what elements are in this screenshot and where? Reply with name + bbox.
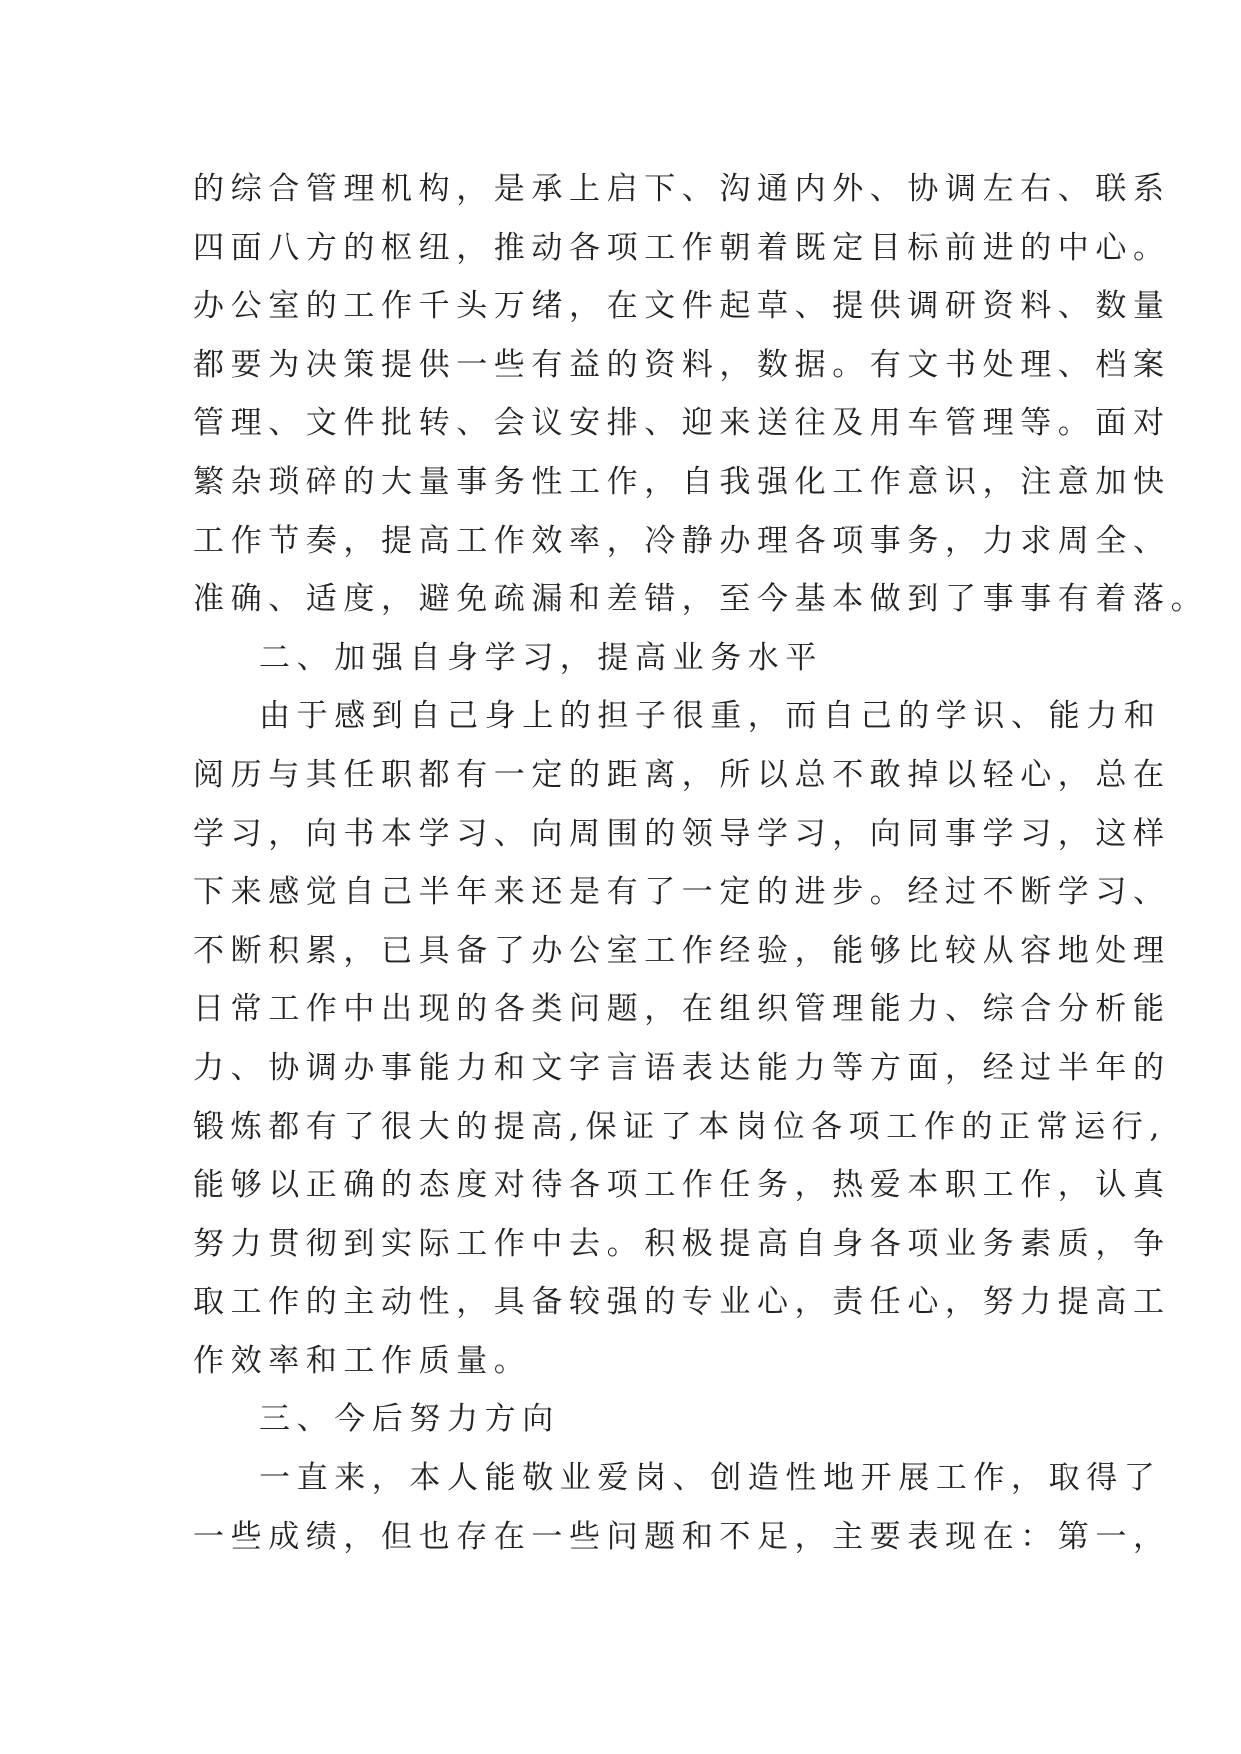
text-line: 锻炼都有了很大的提高,保证了本岗位各项工作的正常运行, — [193, 1108, 1166, 1145]
text-line: 由于感到自己身上的担子很重，而自己的学识、能力和 — [259, 698, 1162, 735]
text-line: 一直来，本人能敬业爱岗、创造性地开展工作，取得了 — [259, 1460, 1162, 1497]
text-line: 日常工作中出现的各类问题，在组织管理能力、综合分析能 — [193, 991, 1171, 1028]
text-line: 办公室的工作千头万绪，在文件起草、提供调研资料、数量 — [193, 288, 1171, 325]
text-line: 学习，向书本学习、向周围的领导学习，向同事学习，这样 — [193, 815, 1171, 852]
text-line: 努力贯彻到实际工作中去。积极提高自身各项业务素质，争 — [193, 1225, 1171, 1262]
section-heading-3: 三、今后努力方向 — [259, 1401, 560, 1438]
text-line: 不断积累，已具备了办公室工作经验，能够比较从容地处理 — [193, 932, 1171, 969]
text-line: 取工作的主动性，具备较强的专业心，责任心，努力提高工 — [193, 1284, 1171, 1321]
text-line: 管理、文件批转、会议安排、迎来送往及用车管理等。面对 — [193, 405, 1171, 442]
text-line: 能够以正确的态度对待各项工作任务，热爱本职工作，认真 — [193, 1167, 1171, 1204]
text-line: 的综合管理机构，是承上启下、沟通内外、协调左右、联系 — [193, 171, 1171, 207]
text-line: 繁杂琐碎的大量事务性工作，自我强化工作意识，注意加快 — [193, 463, 1171, 500]
text-line: 力、协调办事能力和文字言语表达能力等方面，经过半年的 — [193, 1049, 1171, 1086]
body-text — [193, 160, 1209, 1566]
text-line: 四面八方的枢纽，推动各项工作朝着既定目标前进的中心。 — [193, 229, 1171, 266]
text-line: 一些成绩，但也存在一些问题和不足，主要表现在：第一， — [193, 1518, 1171, 1555]
text-line: 工作节奏，提高工作效率，冷静办理各项事务，力求周全、 — [193, 522, 1171, 559]
text-line: 下来感觉自己半年来还是有了一定的进步。经过不断学习、 — [193, 874, 1171, 911]
text-line: 阅历与其任职都有一定的距离，所以总不敢掉以轻心，总在 — [193, 756, 1171, 793]
text-line: 作效率和工作质量。 — [193, 1342, 532, 1379]
section-heading-2: 二、加强自身学习，提高业务水平 — [259, 639, 823, 676]
text-line: 准确、适度，避免疏漏和差错，至今基本做到了事事有着落。 — [193, 581, 1209, 618]
text-line: 都要为决策提供一些有益的资料，数据。有文书处理、档案 — [193, 346, 1171, 383]
